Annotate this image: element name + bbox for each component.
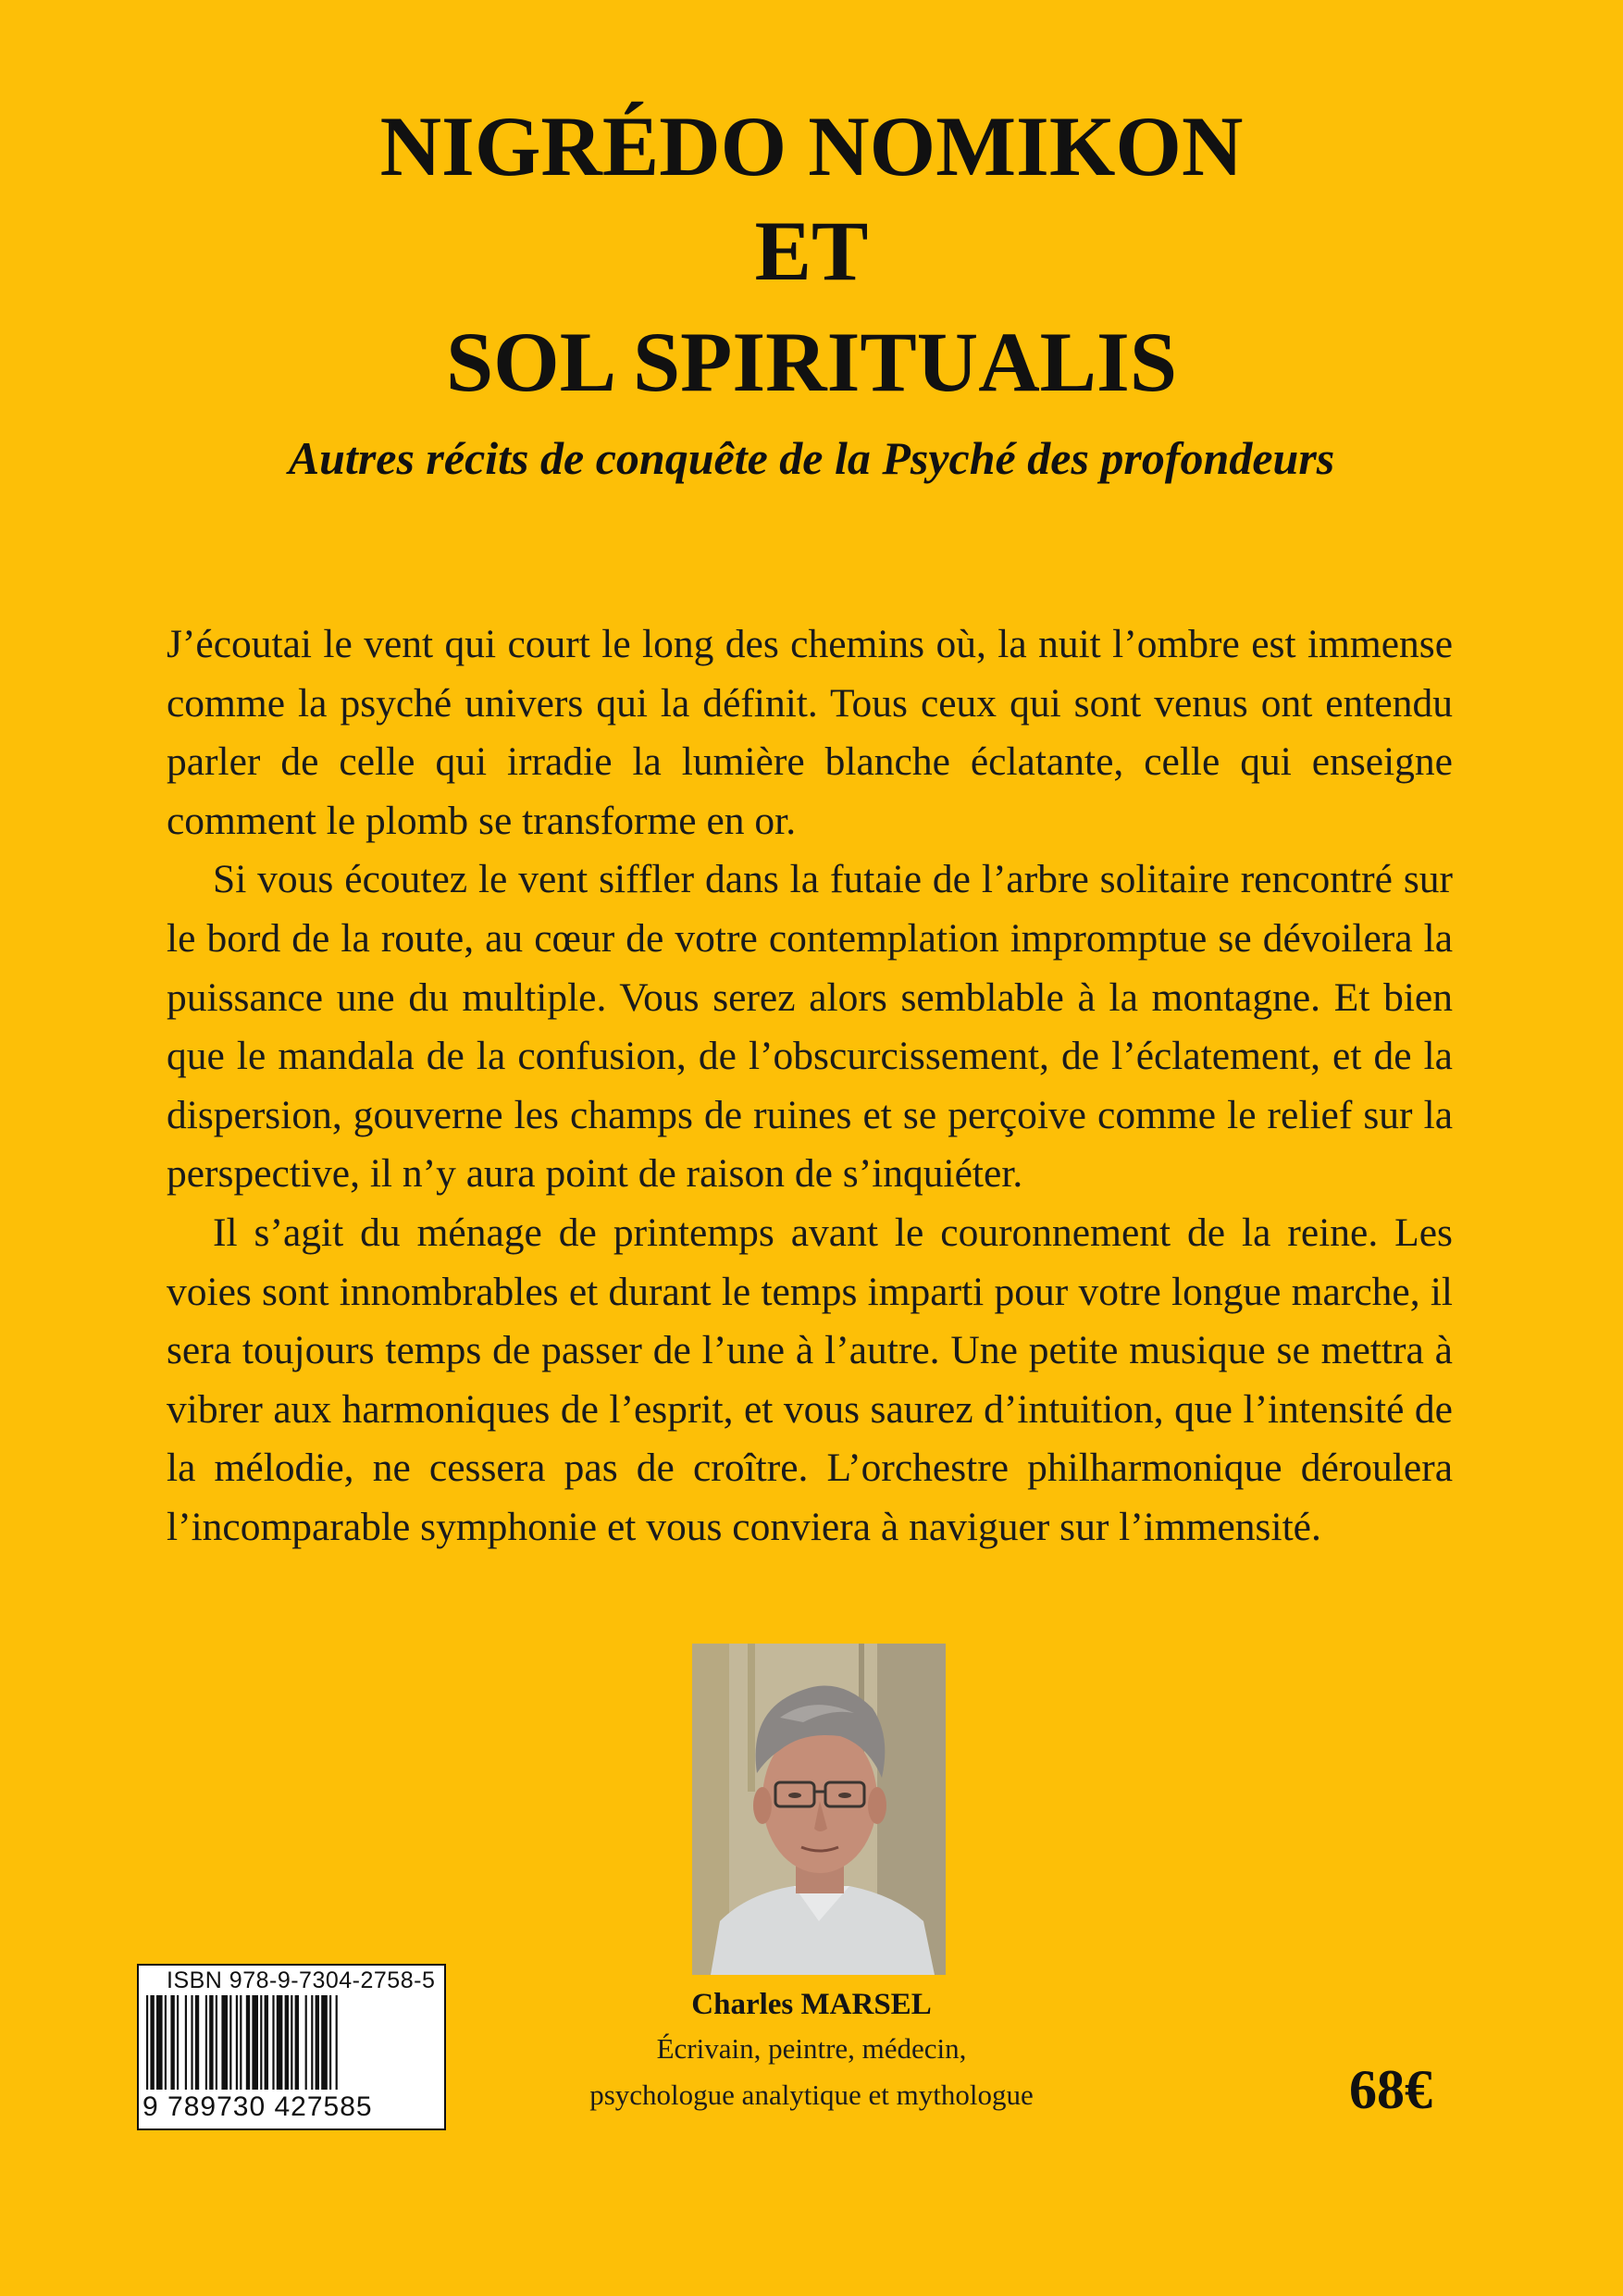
author-portrait-image — [692, 1644, 946, 1975]
title-line-1: NIGRÉDO NOMIKON — [379, 99, 1244, 193]
title-line-2: ET — [754, 204, 869, 298]
blurb — [167, 615, 1453, 1558]
blurb-paragraph-1: J’écoutai le vent qui court le long des chemins où, la nuit l’ombre est immense comme la psyché univers qui la définit. Tous ceux qui sont venus ont entendu parler de celle qui irradie la lumière blanche éclatante, celle qui enseigne comment le plomb se transforme en or. — [167, 622, 1453, 843]
blurb-paragraph-2: Si vous écoutez le vent siffler dans la futaie de l’arbre solitaire rencontré sur le bord de la route, au cœur de votre contemplation impromptue se dévoilera la puissance une du multiple. Vous serez alors semblable à la montagne. Et bien que le mandala de la confusion, de l’obscurcissement, de l’éclatement, et de la dispersion, gouverne les champs de ruines et se perçoive comme le relief sur la perspective, il n’y aura point de raison de s’inquiéter. — [167, 857, 1453, 1197]
title-line-3: SOL SPIRITUALIS — [446, 315, 1177, 409]
subtitle: Autres récits de conquête de la Psyché des profondeurs — [288, 432, 1335, 484]
isbn-label: ISBN 978-9-7304-2758-5 — [167, 1967, 436, 1993]
blurb-paragraph-3: Il s’agit du ménage de printemps avant le couronnement de la reine. Les voies sont innombrables et durant le temps imparti pour votre longue marche, il sera toujours temps de passer de l’une à l’autre. Une petite musique se mettra à vibrer aux harmoniques de l’esprit, et vous saurez d’intuition, que l’intensité de la mélodie, ne cessera pas de croître. L’orchestre philharmonique déroulera l’incomparable symphonie et vous conviera à naviguer sur l’immensité. — [167, 1210, 1453, 1549]
isbn-digits: 9 789730 427585 — [142, 2091, 373, 2122]
price: 68€ — [1349, 2059, 1432, 2120]
author-name: Charles MARSEL — [691, 1988, 932, 2021]
author-photo — [692, 1644, 946, 1975]
author-description-line-1: Écrivain, peintre, médecin, — [656, 2032, 967, 2065]
author-description-line-2: psychologue analytique et mythologue — [589, 2079, 1034, 2111]
